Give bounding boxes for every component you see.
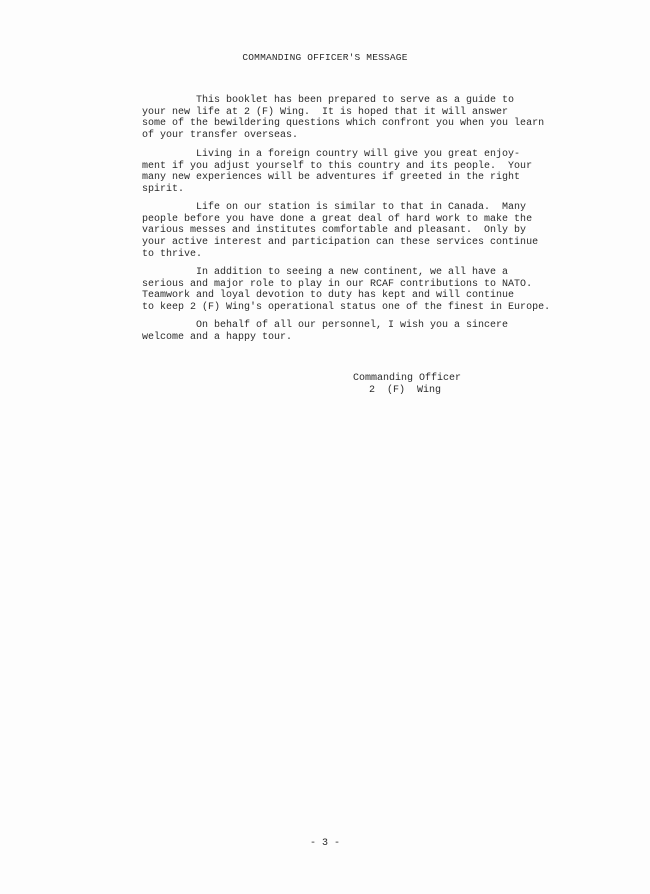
paragraph-welcome (142, 320, 522, 343)
page-title: COMMANDING OFFICER'S MESSAGE (242, 52, 408, 63)
paragraph-line: On behalf of all our personnel, I wish you a sincere (196, 320, 509, 331)
paragraph-line: people before you have done a great deal of hard work to make the (142, 213, 533, 225)
paragraph-line: Life on our station is similar to that in Canada. Many (196, 202, 527, 213)
paragraph-line: welcome and a happy tour. (142, 331, 293, 343)
paragraph-line: to thrive. (142, 248, 203, 260)
signature-title: Commanding Officer (353, 373, 462, 384)
paragraph-line: serious and major role to play in our RCAF contributions to NATO. (142, 278, 533, 290)
paragraph-line: some of the bewildering questions which confront you when you learn (142, 118, 545, 130)
paragraph-line: your active interest and participation can these services continue (142, 237, 539, 249)
paragraph-line: of your transfer overseas. (142, 130, 299, 142)
paragraph-line: various messes and institutes comfortable and pleasant. Only by (142, 225, 527, 237)
paragraph-line: many new experiences will be adventures if greeted in the right (142, 172, 521, 184)
paragraph-line: Teamwork and loyal devotion to duty has kept and will continue (142, 290, 515, 302)
paragraph-line: This booklet has been prepared to serve as a guide to (196, 95, 515, 106)
signature-block (353, 373, 461, 396)
paragraph-line: spirit. (142, 184, 185, 196)
signature-unit: 2 (F) Wing (369, 384, 442, 396)
paragraph-intro (142, 95, 545, 142)
paragraph-line: to keep 2 (F) Wing's operational status one of the finest in Europe. (142, 302, 551, 314)
paragraph-line: ment if you adjust yourself to this country and its people. Your (142, 160, 533, 172)
paragraph-foreign-country (142, 149, 533, 196)
paragraph-station-life (142, 202, 539, 261)
page-number: - 3 - (309, 838, 340, 849)
paragraph-line: In addition to seeing a new continent, we all have a (196, 267, 509, 278)
paragraph-line: Living in a foreign country will give you great enjoy- (196, 149, 521, 160)
paragraph-nato-role (142, 267, 551, 314)
paragraph-line: your new life at 2 (F) Wing. It is hoped that it will answer (142, 106, 509, 118)
